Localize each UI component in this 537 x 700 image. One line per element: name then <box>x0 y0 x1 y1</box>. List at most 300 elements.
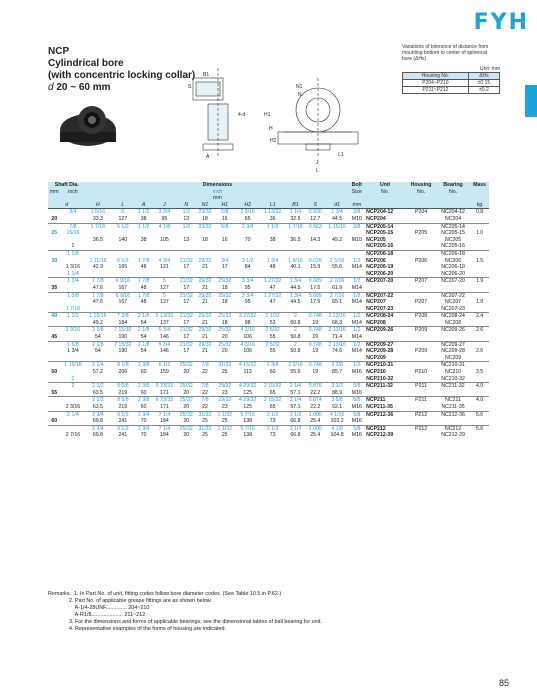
table-cell: 4 29/32 <box>235 397 260 404</box>
table-cell: 2 7/16 <box>65 432 81 439</box>
table-cell: 7/8 <box>196 362 215 369</box>
table-cell <box>306 250 325 257</box>
table-cell: 2 13/16 <box>325 341 350 348</box>
table-cell: 146 <box>160 348 169 355</box>
table-cell: 7/8 <box>60 223 85 230</box>
table-cell: 25/32 <box>214 292 235 299</box>
label-N1: N1 <box>296 84 303 90</box>
table-cell <box>325 355 350 362</box>
table-cell: 22.2 <box>310 404 321 410</box>
table-cell: 47 <box>269 284 276 291</box>
label-N: N <box>298 92 302 98</box>
table-cell: 138 <box>243 418 252 425</box>
table-row <box>48 258 489 265</box>
table-cell: 2.6 <box>475 348 484 355</box>
table-row <box>48 292 489 299</box>
table-cell: P209 <box>414 348 428 355</box>
table-cell: 1 9/16 <box>60 327 85 334</box>
table-cell <box>196 271 215 278</box>
col-mass: Mass <box>470 182 489 189</box>
table-cell: 1 7/8 <box>135 292 152 299</box>
table-cell: 206 <box>118 369 128 376</box>
table-cell: 8 5/8 <box>110 397 135 404</box>
table-cell <box>48 383 60 390</box>
table-cell <box>406 237 436 244</box>
symbol-cell: H2 <box>235 202 260 209</box>
table-cell: 21 <box>202 299 208 306</box>
table-cell: NCP211-35 <box>366 404 393 410</box>
table-cell <box>60 216 85 223</box>
table-cell <box>214 230 235 237</box>
table-cell: 20 <box>183 369 190 376</box>
table-cell: NCP210-31 <box>364 362 406 369</box>
table-cell <box>196 243 215 250</box>
table-cell: 7 1/4 <box>152 411 177 418</box>
col-bearing: Bearing <box>436 182 470 189</box>
table-cell: 49.2 <box>332 236 343 243</box>
table-cell <box>135 306 152 313</box>
table-cell: 2 1/2 <box>260 425 285 432</box>
table-cell <box>60 320 85 327</box>
table-cell: 48 <box>269 264 276 271</box>
table-cell: 0.874 <box>306 397 325 404</box>
table-cell: 74.6 <box>332 348 343 355</box>
table-cell: 105 <box>160 236 169 243</box>
table-cell: 1 1/32 <box>214 411 235 418</box>
table-cell: M10 <box>351 215 362 222</box>
table-cell: 25 <box>221 432 228 439</box>
table-cell: 3 3/4 <box>235 278 260 285</box>
table-cell: 2 1/2 <box>85 383 110 390</box>
table-cell <box>470 376 489 383</box>
tolerance-cell: P204~P210 <box>403 80 469 87</box>
table-cell: NC206-18 <box>436 250 470 257</box>
table-cell: 25/32 <box>214 327 235 334</box>
table-cell: 2 1/2 <box>85 397 110 404</box>
table-cell: 0.876 <box>306 383 325 390</box>
table-cell: 6 23/32 <box>152 397 177 404</box>
table-cell: 7/8 <box>196 383 215 390</box>
table-cell: NCP208-24 <box>364 313 406 320</box>
table-cell: 5/8 <box>350 383 365 390</box>
table-cell: 17 <box>183 299 190 306</box>
table-cell: 1.9 <box>470 278 489 285</box>
table-cell <box>406 285 436 292</box>
table-cell: 95 <box>244 299 251 306</box>
table-cell <box>470 250 489 257</box>
table-cell: M16 <box>351 389 362 396</box>
table-cell <box>177 355 196 362</box>
table-cell: 29/32 <box>196 292 215 299</box>
table-cell: 5 7/16 <box>235 425 260 432</box>
table-cell <box>325 230 350 237</box>
table-cell: 3 27/32 <box>235 313 260 320</box>
table-cell <box>196 355 215 362</box>
table-row <box>48 278 489 285</box>
table-row <box>48 341 489 348</box>
table-cell: NC211 <box>436 397 470 404</box>
table-cell <box>306 271 325 278</box>
table-cell: 2 3/16 <box>65 404 81 410</box>
table-row <box>48 285 489 292</box>
symbol-cell <box>406 202 436 209</box>
table-cell <box>48 299 60 306</box>
table-cell: 2 5/32 <box>260 341 285 348</box>
table-cell: 20 <box>221 348 228 355</box>
table-cell: 54 <box>140 334 147 341</box>
table-row <box>48 271 489 278</box>
table-row <box>48 418 489 425</box>
table-cell: 2.6 <box>470 327 489 334</box>
table-cell: 71.4 <box>332 334 343 341</box>
table-cell: 1 7/8 <box>85 292 110 299</box>
table-cell: 2 13/16 <box>325 313 350 320</box>
table-cell <box>235 243 260 250</box>
table-cell: 25 <box>51 230 58 237</box>
table-cell: NC205-14 <box>436 223 470 230</box>
table-cell: 184 <box>118 319 128 326</box>
table-cell <box>470 285 489 292</box>
table-cell <box>260 250 285 257</box>
table-cell: NCP205 <box>366 236 386 243</box>
table-cell: 54 <box>95 348 101 355</box>
table-cell <box>48 404 60 411</box>
table-cell: 190 <box>118 348 128 355</box>
table-cell: 54 <box>95 334 101 341</box>
table-cell: 1/2 <box>177 209 196 216</box>
table-cell: 1 7/16 <box>65 305 81 312</box>
table-body <box>48 209 489 439</box>
table-cell: 22.2 <box>310 389 321 396</box>
table-cell: 9 1/2 <box>110 425 135 432</box>
sub-dim-inch: inch <box>85 189 349 196</box>
table-cell <box>436 390 470 397</box>
table-cell: 1 1/2 <box>135 209 152 216</box>
table-cell <box>325 243 350 250</box>
table-cell: 20 <box>183 418 190 425</box>
table-cell: NC207-20 <box>436 278 470 285</box>
table-cell: 2 <box>285 313 306 320</box>
table-cell: 1.0 <box>475 230 484 237</box>
table-cell <box>285 250 306 257</box>
table-cell: 6 9/16 <box>110 292 135 299</box>
table-cell: NC206-20 <box>441 270 465 277</box>
table-cell: 45 <box>51 334 58 341</box>
label-L1: L1 <box>338 152 344 158</box>
table-cell: 50.8 <box>290 334 301 341</box>
table-cell <box>470 271 489 278</box>
table-cell: 21 <box>202 284 208 291</box>
table-cell: 1.5 <box>475 257 484 264</box>
table-cell: NC210 <box>444 369 462 376</box>
table-cell <box>152 271 177 278</box>
table-cell <box>436 334 470 341</box>
table-cell: 0.748 <box>306 341 325 348</box>
table-cell: 1 3/4 <box>285 278 306 285</box>
table-cell <box>406 432 436 439</box>
table-cell: 1/2 <box>350 362 365 369</box>
table-cell <box>350 230 365 237</box>
table-cell: NCP206-20 <box>366 270 394 277</box>
table-cell: 73 <box>269 418 276 425</box>
table-row <box>48 243 489 250</box>
table-cell: 54 <box>140 319 147 326</box>
table-cell <box>406 341 436 348</box>
table-cell <box>470 341 489 348</box>
table-cell: 55 <box>269 348 276 355</box>
table-cell: 3 1/2 <box>241 257 254 264</box>
table-cell: NCP205-14 <box>364 223 406 230</box>
table-cell <box>325 250 350 257</box>
table-cell: 31/32 <box>214 362 235 369</box>
table-cell: NC207-22 <box>436 292 470 299</box>
table-cell: 17 <box>221 264 228 271</box>
table-cell <box>48 292 60 299</box>
table-cell: 103.2 <box>330 418 344 425</box>
table-cell: 29/32 <box>196 327 215 334</box>
table-cell: 104.8 <box>330 432 344 439</box>
table-cell: 50 <box>51 369 58 376</box>
dimension-table <box>48 182 489 439</box>
table-cell: 5/8 <box>350 411 365 418</box>
label-J: J <box>316 160 319 166</box>
table-row <box>48 313 489 320</box>
table-cell: 2 1/4 <box>285 397 306 404</box>
table-cell <box>406 271 436 278</box>
table-cell: NC210-32 <box>441 375 465 382</box>
table-cell <box>60 237 85 244</box>
table-cell: 4 29/32 <box>235 383 260 390</box>
table-row <box>48 411 489 418</box>
size-range: d 20 ~ 60 mm <box>48 82 111 93</box>
label-S: S <box>188 84 192 90</box>
table-cell: 7 3/8 <box>110 313 135 320</box>
table-cell: 95 <box>244 284 251 291</box>
table-cell: 13 <box>183 236 190 243</box>
table-cell: P208 <box>406 313 436 320</box>
table-cell: 2 3/4 <box>235 223 260 230</box>
table-cell: 5 7/16 <box>235 411 260 418</box>
table-cell: NC209-26 <box>436 327 470 334</box>
table-cell: 55.6 <box>332 264 343 271</box>
table-cell: 2 15/32 <box>260 397 285 404</box>
tolerance-cell: ±0.15 <box>468 80 499 87</box>
table-cell: 2 1/4 <box>85 362 110 369</box>
table-cell: 1 27/32 <box>260 278 285 285</box>
table-cell: 3/8 <box>350 209 365 216</box>
table-cell: NCP212-36 <box>364 411 406 418</box>
remark-line: A-1/4-28UNF.............. 204~210 <box>48 605 150 611</box>
table-cell <box>470 390 489 397</box>
table-cell <box>306 376 325 383</box>
table-cell: 7/8 <box>196 397 215 404</box>
table-cell: 70 <box>140 418 147 425</box>
table-cell: P207 <box>414 299 428 306</box>
table-cell <box>48 271 60 278</box>
table-cell: 23/32 <box>196 209 215 216</box>
tolerance-unit: Unit: mm <box>480 66 500 72</box>
table-cell: NCP205-16 <box>366 243 394 250</box>
table-cell <box>260 271 285 278</box>
table-cell: 44.5 <box>290 284 301 291</box>
table-cell: 6 9/16 <box>110 278 135 285</box>
table-cell <box>436 285 470 292</box>
table-cell <box>110 306 135 313</box>
table-cell: 20 <box>183 404 190 410</box>
table-cell: 2 1/8 <box>135 327 152 334</box>
table-cell: 1 7/8 <box>85 278 110 285</box>
table-cell <box>85 306 110 313</box>
label-A: A <box>206 154 210 160</box>
table-cell <box>325 271 350 278</box>
table-cell <box>110 355 135 362</box>
table-cell: NC212-36 <box>436 411 470 418</box>
sub-unit-no: No. <box>364 189 406 196</box>
table-cell <box>470 306 489 313</box>
table-cell <box>406 376 436 383</box>
table-cell: 1 3/4 <box>67 348 79 355</box>
col-shaft-dia: Shaft Dia. <box>48 182 85 189</box>
label-H1: H1 <box>264 112 271 118</box>
table-cell <box>48 209 60 216</box>
table-cell <box>285 271 306 278</box>
table-cell <box>350 243 365 250</box>
table-row <box>48 425 489 432</box>
table-cell: 25/32 <box>177 383 196 390</box>
table-cell: 22 <box>202 404 208 410</box>
sub-bearing-no: No. <box>436 189 470 196</box>
table-cell: M14 <box>351 299 362 306</box>
table-cell: M10 <box>351 236 362 243</box>
table-cell <box>48 432 60 439</box>
table-cell: NC205-15 <box>441 230 465 237</box>
table-cell: NCP207-23 <box>366 305 394 312</box>
table-cell: 17 <box>183 319 190 326</box>
side-view-drawing <box>278 78 358 158</box>
table-cell: 6 1/2 <box>152 362 177 369</box>
table-cell: 21/32 <box>177 313 196 320</box>
table-cell: 159 <box>160 369 169 376</box>
table-cell: 3 3/4 <box>235 292 260 299</box>
table-cell <box>364 285 406 292</box>
product-image <box>60 106 116 146</box>
tolerance-text-3: bore (ΔHs) <box>402 56 427 62</box>
table-row <box>48 369 489 376</box>
table-cell <box>406 362 436 369</box>
table-cell: 18 <box>202 215 208 222</box>
table-cell: 19 <box>312 319 319 326</box>
table-cell: NC209-28 <box>441 348 465 355</box>
table-cell: 2 <box>71 375 75 382</box>
table-cell: 1 27/32 <box>260 292 285 299</box>
table-cell: 65 <box>269 389 276 396</box>
symbol-cell <box>364 202 406 209</box>
table-cell <box>60 390 85 397</box>
table-row <box>48 376 489 383</box>
col-unit: Unit <box>364 182 406 189</box>
table-cell: 1 3/16 <box>65 264 81 271</box>
table-cell <box>406 418 436 425</box>
table-cell: 106 <box>243 348 252 355</box>
table-cell: 25/32 <box>214 278 235 285</box>
table-row <box>48 299 489 306</box>
table-cell: NC204 <box>444 215 462 222</box>
table-cell: 0.563 <box>306 223 325 230</box>
table-cell <box>350 306 365 313</box>
table-cell: 48 <box>140 264 147 271</box>
table-row <box>48 383 489 390</box>
table-cell <box>406 320 436 327</box>
table-cell: 48 <box>140 284 147 291</box>
table-cell <box>214 306 235 313</box>
table-row <box>48 348 489 355</box>
table-cell: 1 1/4 <box>285 209 306 216</box>
table-cell <box>406 355 436 362</box>
table-cell: 1 7/8 <box>135 278 152 285</box>
table-row <box>48 404 489 411</box>
table-cell: 2.4 <box>470 313 489 320</box>
table-cell: 49.2 <box>92 319 103 326</box>
table-cell <box>470 264 489 271</box>
table-cell: P210 <box>414 369 428 376</box>
table-cell: 127 <box>160 284 169 291</box>
table-cell <box>48 306 60 313</box>
table-cell <box>48 341 60 348</box>
table-cell: 146 <box>160 334 169 341</box>
table-cell: 190 <box>118 334 128 341</box>
table-cell: 3/4 <box>60 209 85 216</box>
table-cell <box>406 216 436 223</box>
table-cell: 3 3/8 <box>325 362 350 369</box>
symbol-cell: H <box>85 202 110 209</box>
table-cell <box>260 306 285 313</box>
table-cell: 127 <box>118 215 128 222</box>
col-bolt: Bolt <box>350 182 365 189</box>
table-cell: 47 <box>269 299 276 306</box>
table-cell: 5.6 <box>470 411 489 418</box>
table-cell <box>406 306 436 313</box>
table-cell <box>196 306 215 313</box>
table-cell: 55 <box>51 389 58 396</box>
table-cell: 21/32 <box>177 292 196 299</box>
table-cell: 7 15/32 <box>110 327 135 334</box>
table-cell: 5 1/2 <box>110 223 135 230</box>
table-cell: 22 <box>202 389 208 396</box>
table-cell: 2 13/16 <box>325 327 350 334</box>
table-cell: NCP209 <box>366 354 386 361</box>
table-cell: 4 1/16 <box>325 411 350 418</box>
table-cell: 2 9/16 <box>235 209 260 216</box>
table-cell: 137 <box>160 319 169 326</box>
table-cell: 60 <box>140 404 147 410</box>
table-cell <box>135 355 152 362</box>
table-cell: 2 3/8 <box>135 362 152 369</box>
table-cell <box>48 264 60 271</box>
table-cell <box>235 306 260 313</box>
table-cell: 1 <box>71 243 75 250</box>
table-cell: 25.4 <box>310 418 321 425</box>
table-cell <box>260 230 285 237</box>
table-cell: 21 <box>202 264 208 271</box>
table-cell: 2 1/4 <box>60 411 85 418</box>
symbol-cell: B1 <box>285 202 306 209</box>
table-cell: 127 <box>160 299 169 306</box>
table-row <box>48 230 489 237</box>
front-view-drawing <box>193 68 233 158</box>
table-cell: NC212 <box>436 425 470 432</box>
table-cell <box>110 230 135 237</box>
table-row <box>48 237 489 244</box>
